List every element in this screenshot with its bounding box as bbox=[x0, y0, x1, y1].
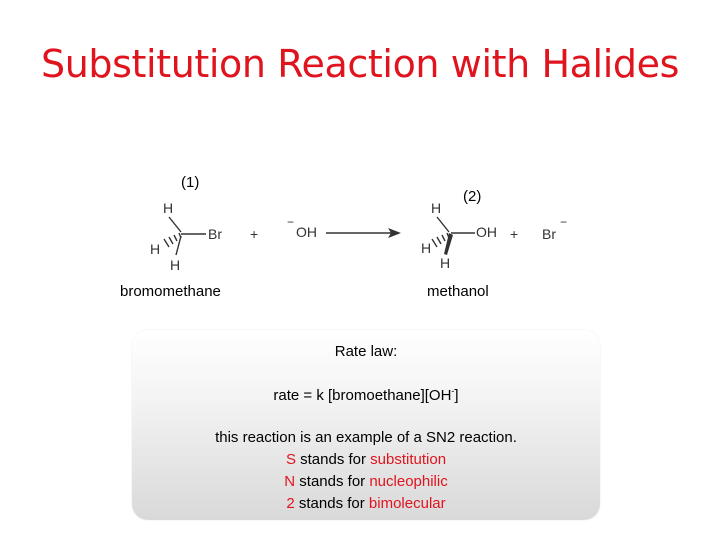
reactant-label-1: (1) bbox=[181, 174, 200, 191]
word-nucleophilic: nucleophilic bbox=[369, 473, 448, 490]
reaction-arrow bbox=[326, 228, 401, 238]
stands-for-s: stands for bbox=[295, 451, 371, 468]
atom-oh: OH bbox=[296, 224, 317, 240]
atom-h-left: H bbox=[150, 241, 161, 257]
bond-c-h-top bbox=[169, 217, 181, 232]
word-substitution: substitution bbox=[370, 451, 447, 468]
sn2-line-n bbox=[132, 473, 600, 490]
atom-br-ion: Br bbox=[542, 226, 556, 242]
rate-law-heading: Rate law: bbox=[334, 343, 398, 360]
bromomethane-structure bbox=[150, 200, 222, 273]
plus-sign-1: + bbox=[250, 226, 259, 242]
sn2-line-2 bbox=[132, 495, 600, 512]
word-bimolecular: bimolecular bbox=[368, 495, 446, 512]
minus-charge-br: − bbox=[560, 215, 568, 229]
atom-h-top-2: H bbox=[431, 200, 442, 216]
bromide-ion bbox=[542, 215, 567, 242]
hydroxide-charge: - bbox=[451, 386, 455, 396]
plus-sign-2: + bbox=[510, 226, 519, 242]
stands-for-2: stands for bbox=[294, 495, 369, 512]
minus-charge-oh: − bbox=[287, 215, 295, 229]
atom-h-top: H bbox=[163, 200, 174, 216]
digit-2: 2 bbox=[286, 495, 295, 512]
letter-s: S bbox=[285, 451, 296, 468]
rate-equation-text: rate = k [bromoethane][OH bbox=[273, 387, 452, 404]
atom-br: Br bbox=[208, 226, 222, 242]
stands-for-n: stands for bbox=[295, 473, 370, 490]
reactant-name: bromomethane bbox=[120, 283, 221, 300]
hydroxide-ion bbox=[287, 215, 317, 240]
rate-equation-close: ] bbox=[454, 387, 459, 404]
atom-h-bottom: H bbox=[170, 257, 181, 273]
sn2-line-s bbox=[132, 451, 600, 468]
letter-n: N bbox=[284, 473, 296, 490]
atom-h-bottom-2: H bbox=[440, 255, 451, 271]
atom-h-left-2: H bbox=[421, 240, 432, 256]
atom-oh-2: OH bbox=[476, 224, 497, 240]
sn2-example-text: this reaction is an example of a SN2 reaction. bbox=[215, 429, 517, 446]
product-name: methanol bbox=[427, 283, 489, 300]
methanol-structure bbox=[421, 200, 497, 271]
bond-c-h-bottom bbox=[176, 236, 181, 255]
bond-c-h-top-2 bbox=[437, 217, 449, 232]
slide-title: Substitution Reaction with Halides bbox=[41, 42, 679, 86]
product-label-2: (2) bbox=[463, 188, 482, 205]
rate-equation bbox=[132, 386, 600, 404]
